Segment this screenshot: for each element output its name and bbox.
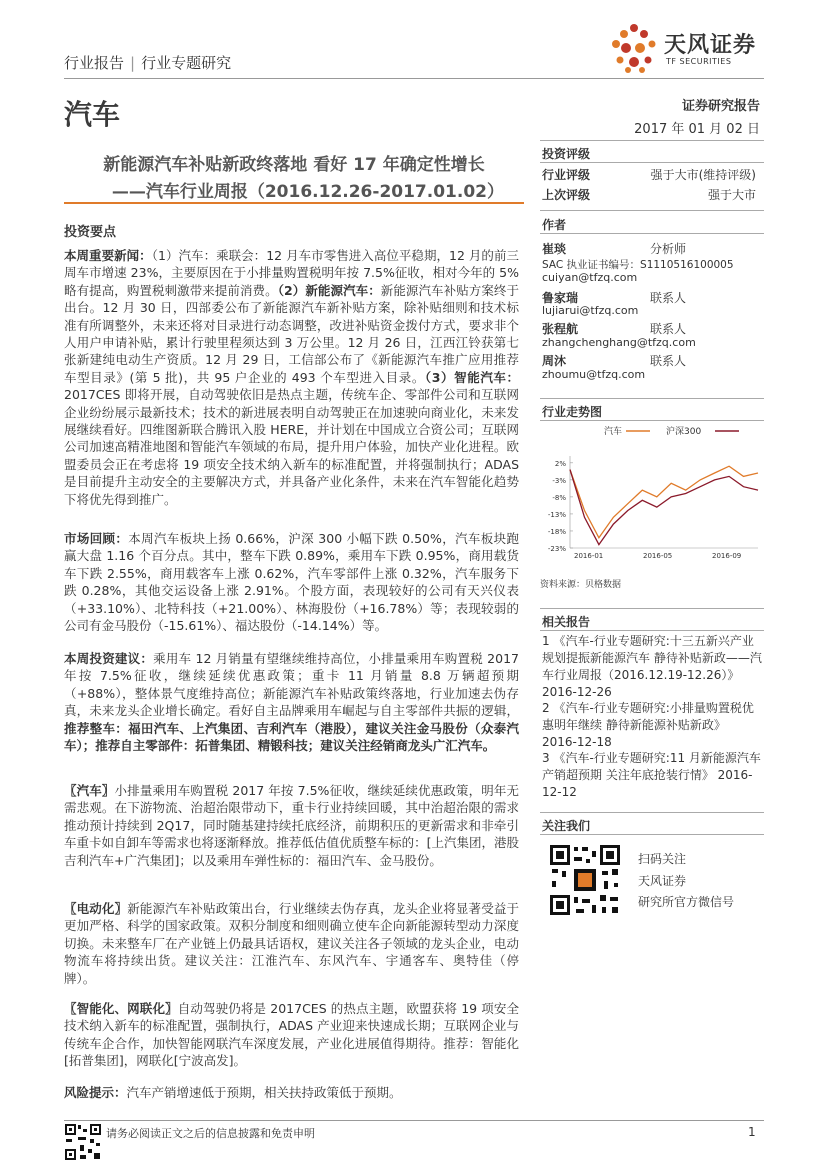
report-date: 2017 年 01 月 02 日 [634,122,760,137]
x-tick-label: 2016-05 [643,552,673,560]
footer-qr-icon [64,1123,102,1161]
risk-text: 汽车产销增速低于预期，相关扶持政策低于预期。 [126,1085,402,1100]
follow-line: 研究所官方微信号 [638,895,735,909]
trend-heading: 行业走势图 [542,405,603,419]
y-tick-label: -3% [552,476,566,485]
author-role: 联系人 [650,354,687,368]
sidebar-divider [540,630,764,631]
y-tick-label: -18% [547,527,566,536]
follow-line: 扫码关注 [638,852,687,866]
report-category [64,52,231,73]
investment-advice-picks: 推荐整车：福田汽车、上汽集团、吉利汽车（港股），建议关注金马股份（众泰汽车）；推荐自主零部件：拓普集团、精锻科技；建议关注经销商龙头广汇汽车。 [64,720,519,754]
news-text-smart: 2017CES 即将开展，自动驾驶依旧是热点主题，传统车企、零部件公司和互联网企业纷纷展示最新技术；技术的新进展表明自动驾驶正在加速驶向商业化，未来发展继续看好。四维图新联合腾讯入股 HERE，并计划在中国成立合资公司；互联网公司加速高精准地图和智能汽车领域的布局，提升用户体验，加快产业化进程。欧盟委员会正在考虑将 19 项安全技术纳入新车的标准配置，并将强制执行；ADAS 是目前提升主动安全的主要解决方式，并具备产业化条件，未来在汽车智能化趋势下将优先得到推广。 [64,387,519,507]
header-divider [64,78,764,79]
y-tick-label: -8% [552,493,566,502]
x-tick-label: 2016-01 [574,552,604,560]
investment-highlights-heading: 投资要点 [64,225,117,240]
intelligence-text: 自动驾驶仍将是 2017CES 的热点主题，欧盟获将 19 项安全技术纳入新车的标准配置，强制执行，ADAS 产业迎来快速成长期；互联网企业与传统车企合作，加快智能网联汽车深度发展，产业化进展值得期待。推荐：智能化[拓普集团]，网联化[宁波高发]。 [64,1001,519,1069]
page-number: 1 [748,1125,756,1139]
previous-rating-label: 上次评级 [542,188,591,202]
author-name: 鲁家瑞 [542,291,579,305]
market-review-label: 市场回顾： [64,531,129,546]
author-name: 崔琰 [542,242,567,256]
author-name: 张程航 [542,322,579,336]
logo-text-cn: 天风证券 [664,33,757,58]
risk-paragraph [64,1084,519,1101]
author-name: 周沐 [542,354,567,368]
y-tick-label: 2% [554,459,566,468]
auto-label: 〖汽车〗 [64,783,115,798]
industry-rating-value: 强于大市(维持评级) [650,168,756,182]
sidebar-divider [540,233,764,234]
intelligence-label: 〖智能化、网联化〗 [64,1001,178,1016]
industry-rating [542,166,764,183]
logo-icon [606,22,662,74]
report-subtitle: ——汽车行业周报（2016.12.26-2017.01.02） [111,182,504,202]
sidebar-divider [540,834,764,835]
news-label-nev: （2）新能源汽车： [277,282,381,298]
news-paragraph [64,247,519,508]
auto-text: 小排量乘用车购置税 2017 年按 7.5%征收，继续延续优惠政策，明年无需悲观。在下游物流、治超治限带动下，重卡行业持续回暖，其中治超治限的需求推动预计持续到 2Q17，同时随基建持续托底经济，前期积压的更新需求和非牵引车重卡如自卸车等需求也将逐渐释放。推荐低估值优质整车标的：[上汽集团，港股吉利汽车+广汽集团]；以及乘用车弹性标的：福田汽车、金马股份。 [64,783,519,868]
news-label: 本周重要新闻： [64,248,152,263]
sidebar-divider [540,140,764,141]
sector-title: 汽车 [64,98,121,131]
intelligence-paragraph [64,1000,519,1070]
author-email[interactable]: zhoumu@tfzq.com [542,368,646,381]
qr-code-icon[interactable] [548,843,622,917]
related-report-link[interactable]: 2 《汽车-行业专题研究:小排量购置税优惠明年继续 静待新能源补贴新政》 2016-12-18 [542,701,754,749]
y-tick-label: -13% [547,510,566,519]
market-review-paragraph [64,530,519,634]
author-item [542,240,764,257]
follow-heading: 关注我们 [542,819,591,833]
related-report-link[interactable]: 3 《汽车-行业专题研究:11 月新能源汽车产销超预期 关注年底抢装行情》 2016-12-12 [542,751,761,799]
sidebar-divider [540,608,764,609]
title-underline [64,202,524,204]
author-email[interactable]: cuiyan@tfzq.com [542,271,638,284]
news-text-nev: 新能源汽车补贴方案终于出台。12 月 30 日，四部委公布了新能源汽车新补贴方案，除补贴细则和技术标准有所调整外，未来还将对目录进行动态调整，改进补贴资金拨付方式，要求非个人用户申请补贴，累计行驶里程须达到 3 万公里。12 月 26 日，江西江铃获第七张新建纯电动生产资质。12 月 29 日，工信部公布了《新能源汽车推广应用推荐车型目录》(第 5 批)，共 95 户企业的 493 个车型进入目录。 [64,282,519,385]
news-text-auto: （1）汽车：乘联会：12 月车市零售进入高位平稳期，12 月的前三周车市增速 23%，主要原因在于小排量购置税明年按 7.5%征收，相对今年的 5%略有提高，购置税刺激带来提前消费。 [64,248,519,298]
subcategory-label: 行业专题研究 [141,54,232,72]
author-role: 联系人 [650,322,687,336]
rating-heading: 投资评级 [542,147,591,161]
risk-label: 风险提示： [64,1085,127,1100]
legend-label: 汽车 [604,427,623,437]
news-label-smart: （3）智能汽车： [424,369,519,385]
author-item [542,352,764,369]
legend-label: 沪深300 [666,427,702,437]
author-cert: SAC 执业证书编号：S1110516100005 [542,259,734,271]
author-item [542,320,764,337]
investment-advice-label: 本周投资建议： [64,651,154,666]
series-line [570,470,758,545]
sidebar-divider [540,162,764,163]
x-tick-label: 2016-09 [712,552,742,560]
previous-rating-value: 强于大市 [707,188,756,202]
sidebar-divider [540,812,764,813]
sidebar-divider [540,210,764,211]
report-type: 证券研究报告 [681,99,760,114]
footer-disclaimer: 请务必阅读正文之后的信息披露和免责申明 [106,1127,315,1140]
electrification-label: 〖电动化〗 [64,901,128,916]
electrification-paragraph [64,900,519,987]
electrification-text: 新能源汽车补贴政策出台，行业继续去伪存真，龙头企业将显著受益于更加严格、科学的国家政策。双积分制度和细则确立使车企向新能源转型动力深度切换。未来整车厂在产业链上仍最具话语权，建议关注各子领域的龙头企业，电动物流车将持续出货。建议关注：江淮汽车、东风汽车、宇通客车、奥特佳（停牌）。 [64,901,519,986]
logo-text-en: TF SECURITIES [666,57,732,66]
industry-rating-label: 行业评级 [542,168,591,182]
y-tick-label: -23% [547,545,566,553]
related-heading: 相关报告 [542,615,591,629]
category-label: 行业报告 [64,54,125,72]
trend-chart [540,420,764,570]
follow-line: 天风证券 [638,874,687,888]
auto-paragraph [64,782,519,869]
authors-heading: 作者 [542,218,567,232]
chart-source: 资料来源：贝格数据 [540,580,622,590]
previous-rating [542,186,764,203]
footer-divider [64,1120,764,1121]
category-separator: | [130,54,136,72]
market-review-text: 本周汽车板块上扬 0.66%，沪深 300 小幅下跌 0.50%，汽车板块跑赢大盘 1.16 个百分点。其中，整车下跌 0.89%，乘用车下跌 0.95%，商用载货车下跌 2.55%，商用载客车上涨 0.62%，汽车零部件上涨 0.32%，汽车服务下跌 0.28%，其他交运设备上涨 2.91%。个股方面，表现较好的公司有天兴仪表（+33.10%）、北特科技（+21.00%）、林海股份（+16.78%）等；表现较弱的公司有金马股份（-15.61%）、福达股份（-14.14%）等。 [64,531,519,634]
report-title: 新能源汽车补贴新政终落地 看好 17 年确定性增长 [103,155,485,175]
author-email[interactable]: lujiarui@tfzq.com [542,304,639,317]
sidebar-divider [540,398,764,399]
investment-advice-text: 乘用车 12 月销量有望继续维持高位，小排量乘用车购置税 2017 年按 7.5%征收，继续延续优惠政策；重卡 11 月销量 8.8 万辆超预期（+88%），整体景气度维持高位；新能源汽车补贴政策终落地，行业加速去伪存真，未来龙头企业增长确定。看好自主品牌乘用车崛起与自主零部件共振的逻辑， [64,651,519,719]
author-email[interactable]: zhangchenghang@tfzq.com [542,336,696,349]
author-role: 联系人 [650,291,687,305]
author-role: 分析师 [650,242,687,256]
related-report-link[interactable]: 1 《汽车-行业专题研究:十三五新兴产业规划提振新能源汽车 静待补贴新政——汽车行业周报（2016.12.19-12.26）》 2016-12-26 [542,634,762,699]
investment-advice-paragraph [64,650,519,754]
